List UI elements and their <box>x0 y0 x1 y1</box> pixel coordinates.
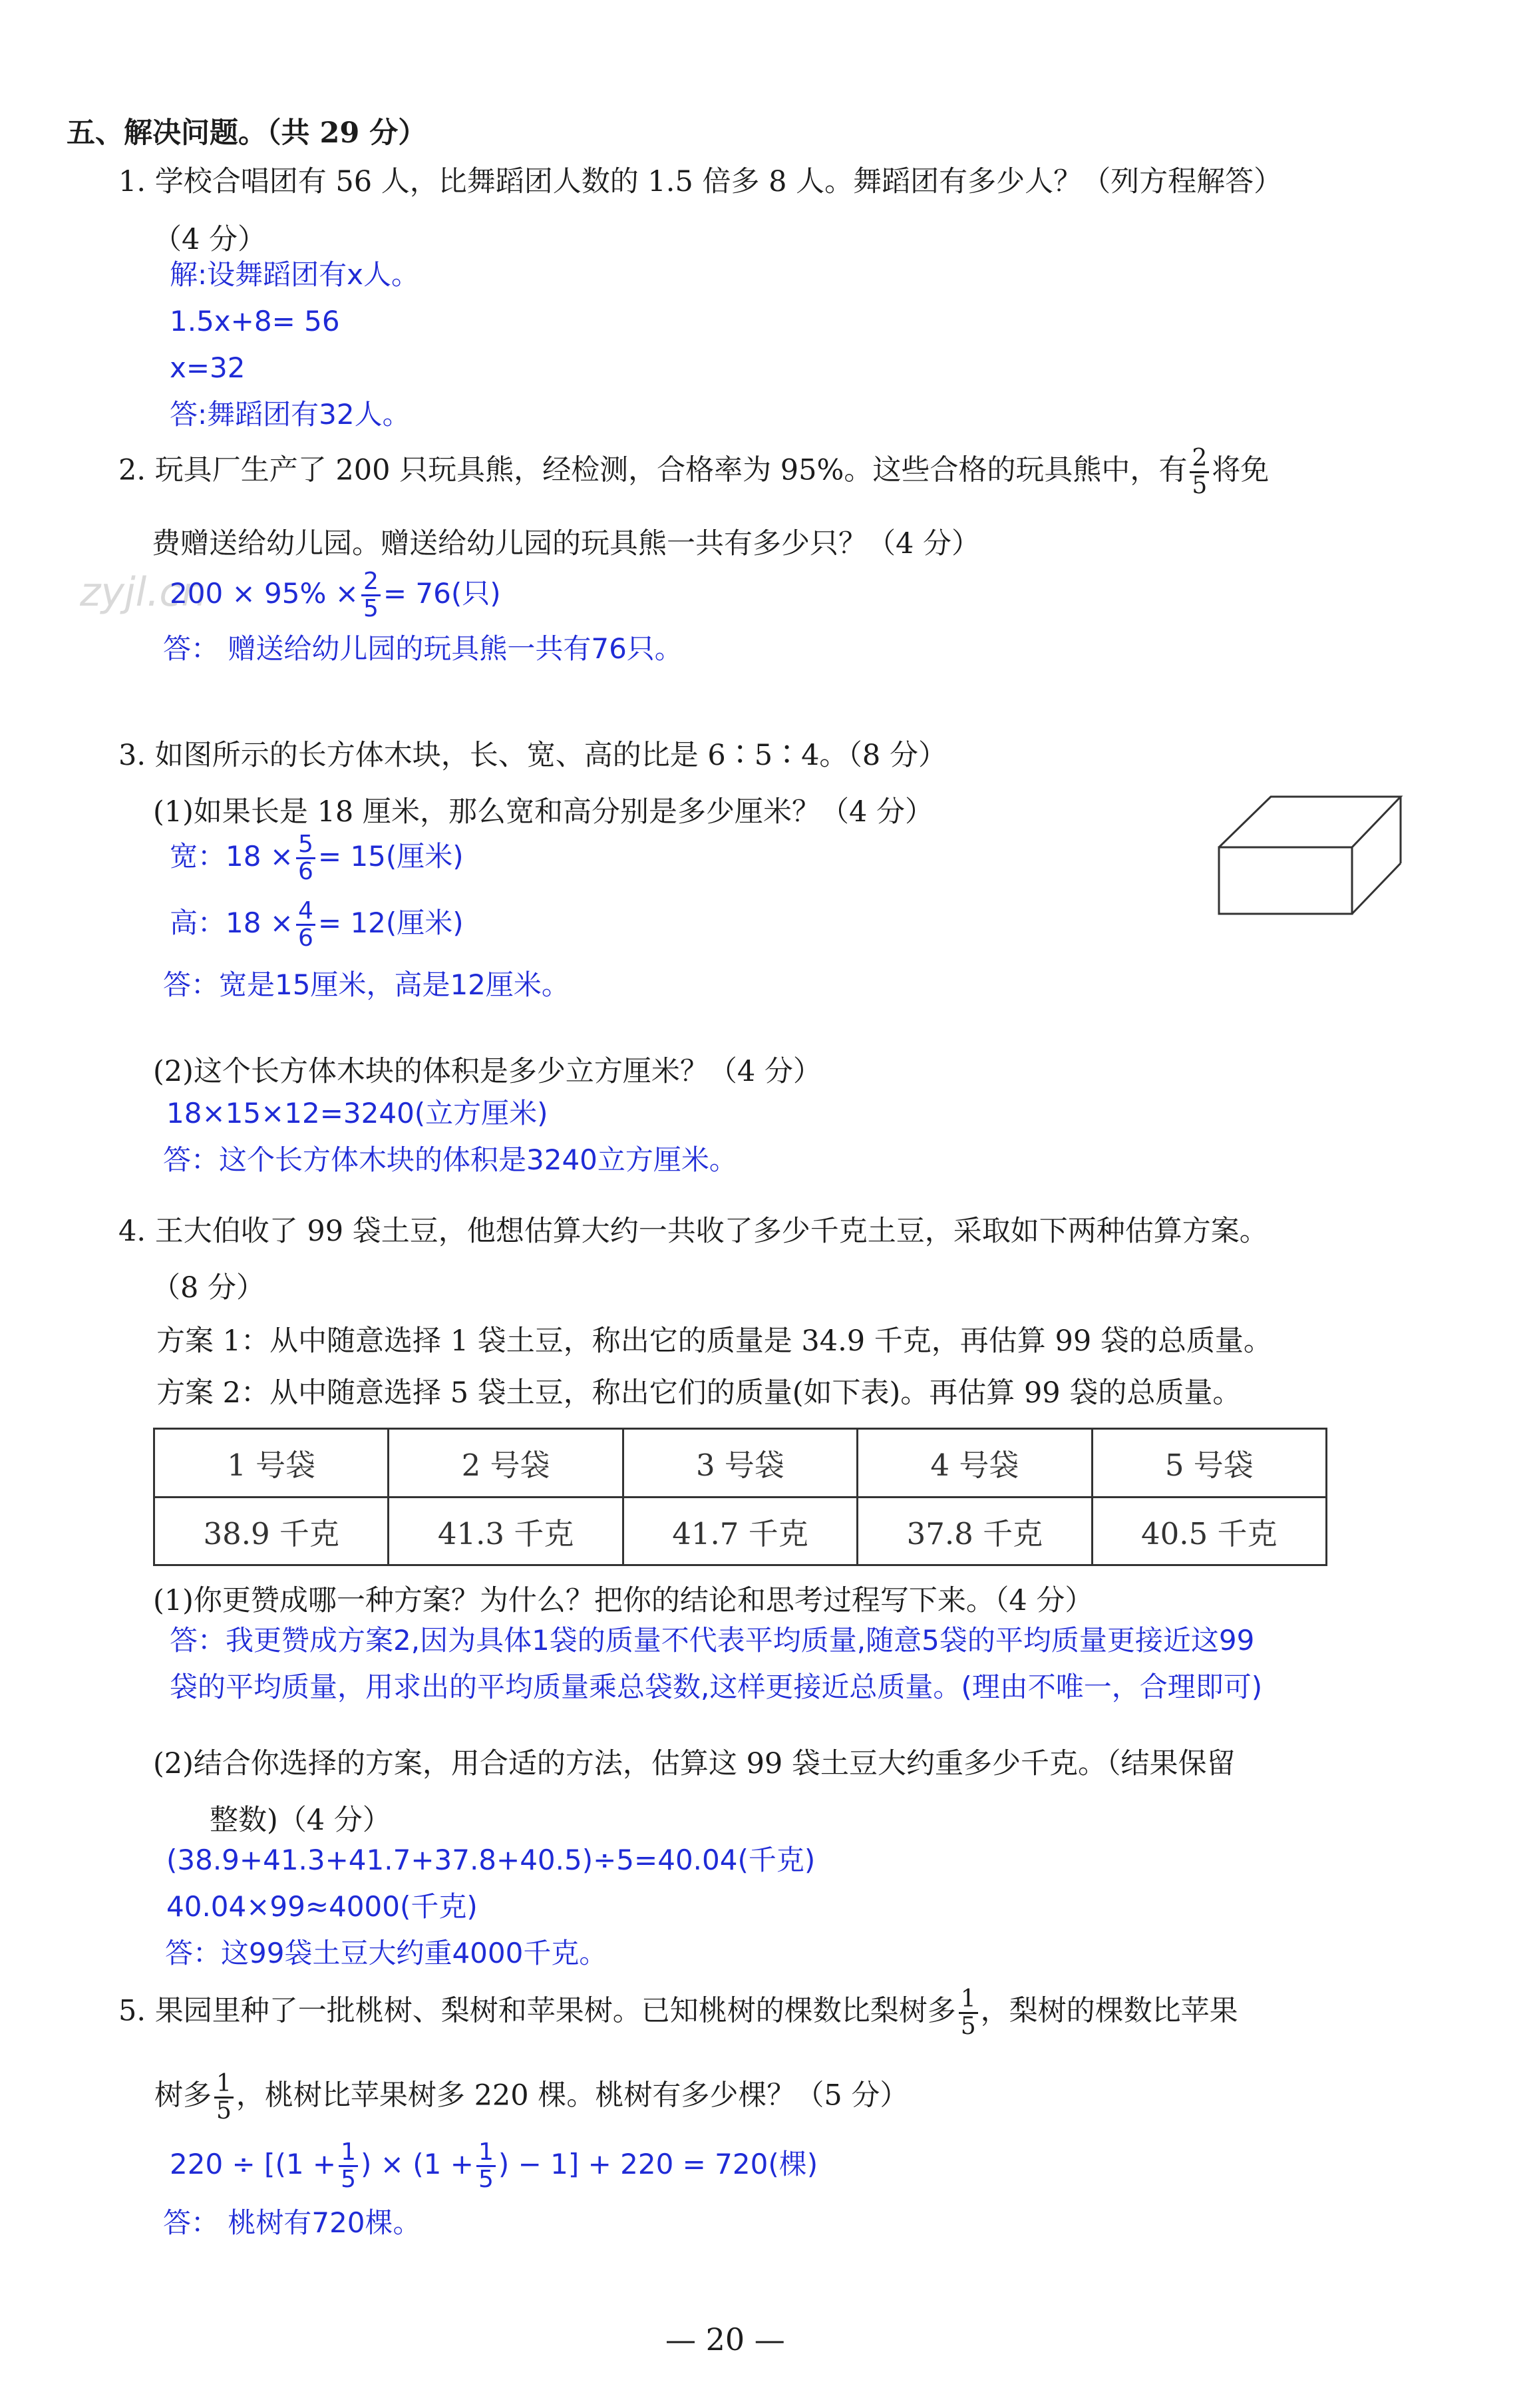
q1-answer-line: 1.5x+8= 56 <box>170 305 340 337</box>
q3-calc2: 18×15×12=3240(立方厘米) <box>166 1097 548 1129</box>
q2-line2: 费赠送给幼儿园。赠送给幼儿园的玩具熊一共有多少只？（4 分） <box>152 527 981 560</box>
q1-score: （4 分） <box>153 223 267 256</box>
table-header-cell: 5 号袋 <box>1092 1429 1326 1498</box>
table-header-cell: 1 号袋 <box>154 1429 389 1498</box>
q2-text-b: 将免 <box>1212 453 1270 487</box>
table-cell: 41.3 千克 <box>389 1497 623 1565</box>
q4-answer1-line2: 袋的平均质量，用求出的平均质量乘总袋数,这样更接近总质量。(理由不唯一，合理即可) <box>170 1671 1263 1703</box>
table-cell: 38.9 千克 <box>154 1497 389 1565</box>
q3-part1: (1)如果长是 18 厘米，那么宽和高分别是多少厘米？（4 分） <box>153 795 934 829</box>
cuboid-figure <box>1211 789 1411 922</box>
table-row <box>154 1497 1327 1565</box>
q2-calc: 200 × 95% × $\frac{2}{5}$ = 76(只) <box>170 568 501 622</box>
section-title: 五、解决问题。（共 29 分） <box>67 116 427 150</box>
q5-line2: 树多 $\frac{1}{5}$ ，桃树比苹果树多 220 棵。桃树有多少棵？（5 分） <box>154 2070 909 2124</box>
q4-text: 4. 王大伯收了 99 袋土豆，他想估算大约一共收了多少千克土豆，采取如下两种估算方案。 <box>118 1215 1268 1248</box>
table-header-cell: 3 号袋 <box>623 1429 857 1498</box>
q3-answer1: 答：宽是15厘米，高是12厘米。 <box>163 968 570 1001</box>
q4-part1: (1)你更赞成哪一种方案？为什么？把你的结论和思考过程写下来。（4 分） <box>153 1584 1094 1617</box>
q1-answer-line: x=32 <box>170 351 246 384</box>
q3-part2: (2)这个长方体木块的体积是多少立方厘米？（4 分） <box>153 1055 822 1088</box>
q2-text-a: 2. 玩具厂生产了 200 只玩具熊，经检测，合格率为 95%。这些合格的玩具熊中，有 <box>118 453 1188 487</box>
q5-calc: 220 ÷ [(1 + $\frac{1}{5}$ ) × (1 + $\frac{1}{5}$ ) − 1] + 220 = 720(棵) <box>170 2138 818 2193</box>
q4-answer1-line1: 答：我更赞成方案2,因为具体1袋的质量不代表平均质量,随意5袋的平均质量更接近这99 <box>170 1624 1255 1657</box>
table-header-cell: 4 号袋 <box>858 1429 1092 1498</box>
q3-answer2: 答：这个长方体木块的体积是3240立方厘米。 <box>163 1143 737 1176</box>
q2-answer: 答： 赠送给幼儿园的玩具熊一共有76只。 <box>163 632 683 665</box>
q3-height-calc: 高：18 × $\frac{4}{6}$ = 12(厘米) <box>170 897 464 952</box>
table-cell: 41.7 千克 <box>623 1497 857 1565</box>
q4-score: （8 分） <box>152 1271 265 1304</box>
table-cell: 40.5 千克 <box>1092 1497 1326 1565</box>
q5-answer: 答： 桃树有720棵。 <box>163 2206 421 2239</box>
q4-plan2: 方案 2：从中随意选择 5 袋土豆，称出它们的质量(如下表)。再估算 99 袋的总质量。 <box>156 1376 1242 1410</box>
q4-calc-average: (38.9+41.3+41.7+37.8+40.5)÷5=40.04(千克) <box>166 1844 816 1876</box>
q3-text: 3. 如图所示的长方体木块，长、宽、高的比是 6∶5∶4。（8 分） <box>118 739 947 772</box>
watermark: zyjl.cn <box>80 569 207 616</box>
q4-answer2: 答：这99袋土豆大约重4000千克。 <box>165 1937 607 1969</box>
table-header-row <box>154 1429 1327 1498</box>
q2-fraction: $\frac{2}{5}$ <box>1190 446 1209 499</box>
table-header-cell: 2 号袋 <box>389 1429 623 1498</box>
q5-text: 5. 果园里种了一批桃树、梨树和苹果树。已知桃树的棵数比梨树多 $\frac{1}{5}$ ，梨树的棵数比苹果 <box>118 1985 1238 2040</box>
page-number: — 20 — <box>665 2321 785 2357</box>
q4-plan1: 方案 1：从中随意选择 1 袋土豆，称出它的质量是 34.9 千克，再估算 99 袋的总质量。 <box>156 1324 1272 1358</box>
table-cell: 37.8 千克 <box>858 1497 1092 1565</box>
q4-calc-total: 40.04×99≈4000(千克) <box>166 1890 478 1923</box>
q2-text <box>118 446 1269 499</box>
q4-part2: (2)结合你选择的方案，用合适的方法，估算这 99 袋土豆大约重多少千克。（结果保留 <box>153 1747 1236 1780</box>
bag-weight-table <box>153 1428 1327 1566</box>
q4-part2-cont: 整数)（4 分） <box>210 1804 391 1837</box>
q1-answer-line: 解:设舞蹈团有x人。 <box>170 258 420 291</box>
q1-answer-line: 答:舞蹈团有32人。 <box>170 398 411 431</box>
q1-text: 1. 学校合唱团有 56 人，比舞蹈团人数的 1.5 倍多 8 人。舞蹈团有多少人？（列方程解答） <box>118 165 1283 198</box>
q3-width-calc: 宽：18 × $\frac{5}{6}$ = 15(厘米) <box>170 831 464 885</box>
